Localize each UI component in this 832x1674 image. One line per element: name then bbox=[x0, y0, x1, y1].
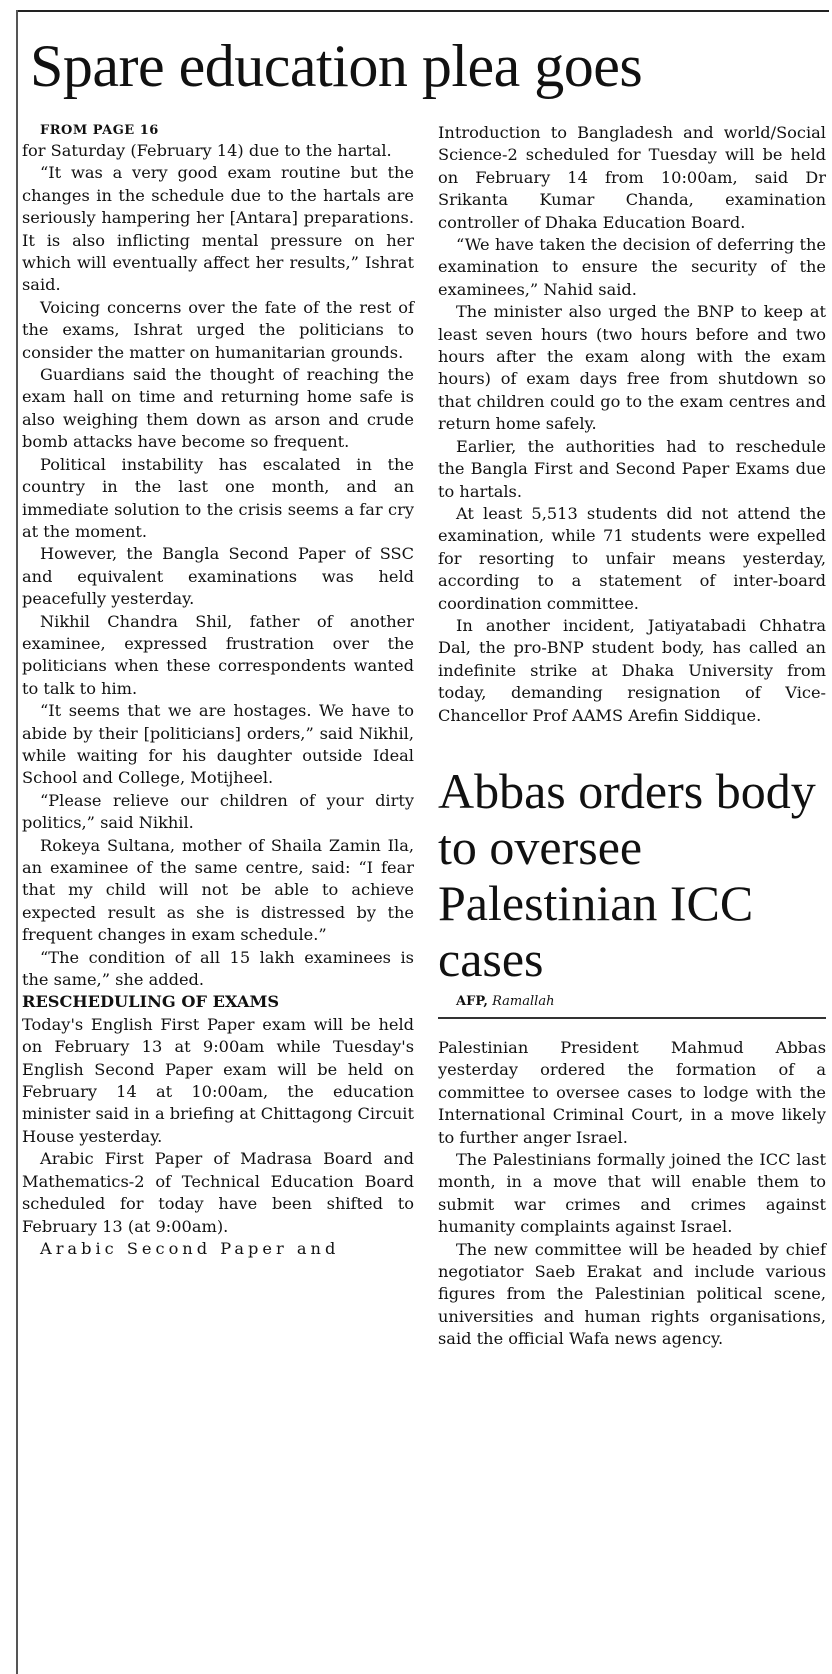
paragraph: Voicing concerns over the fate of the rest of the exams, Ishrat urged the politicians to consider the matter on humanitarian grounds. bbox=[22, 297, 414, 362]
right-column bbox=[438, 122, 826, 1351]
paragraph: “It was a very good exam routine but the changes in the schedule due to the hartals are seriously hampering her [Antara] preparations. It is also inflicting mental pressure on her which will eventually affect her results,” Ishrat said. bbox=[22, 163, 414, 295]
paragraph: However, the Bangla Second Paper of SSC and equivalent examinations was held peacefully yesterday. bbox=[22, 544, 414, 609]
byline-place: Ramallah bbox=[492, 993, 555, 1009]
byline bbox=[438, 993, 826, 1011]
paragraph: “We have taken the decision of deferring the examination to ensure the security of the examinees,” Nahid said. bbox=[438, 235, 826, 299]
paragraph: Arabic Second Paper and bbox=[40, 1238, 340, 1258]
paragraph: Palestinian President Mahmud Abbas yesterday ordered the formation of a committee to oversee cases to lodge with the International Criminal Court, in a move likely to further anger Israel. bbox=[438, 1037, 826, 1147]
left-rule bbox=[16, 10, 18, 1674]
paragraph: The minister also urged the BNP to keep at least seven hours (two hours before and two hours after the exam along with the exam hours) of exam days free from shutdown so that children could go to the exam centres and return home safely. bbox=[438, 302, 826, 434]
paragraph: Guardians said the thought of reaching the exam hall on time and returning home safe is also weighing them down as arson and crude bomb attacks have become so frequent. bbox=[22, 365, 414, 452]
paragraph: The Palestinians formally joined the ICC last month, in a move that will enable them to submit war crimes and crimes against humanity complaints against Israel. bbox=[438, 1150, 826, 1237]
paragraph: “Please relieve our children of your dirty politics,” said Nikhil. bbox=[22, 790, 414, 833]
paragraph: for Saturday (February 14) due to the hartal. bbox=[22, 141, 392, 160]
paragraph: Today's English First Paper exam will be held on February 13 at 9:00am while Tuesday's English Second Paper exam will be held on February 14 at 10:00am, the education minister said in a briefing at Chittagong Circuit House yesterday. bbox=[22, 1014, 414, 1146]
byline-rule bbox=[438, 1017, 826, 1019]
paragraph: Political instability has escalated in the country in the last one month, and an immediate solution to the crisis seems a far cry at the moment. bbox=[22, 454, 414, 541]
paragraph: “The condition of all 15 lakh examinees is the same,” she added. bbox=[22, 947, 414, 990]
left-column bbox=[22, 122, 414, 1260]
paragraph: Earlier, the authorities had to reschedule the Bangla First and Second Paper Exams due to hartals. bbox=[438, 436, 826, 501]
subhead: RESCHEDULING OF EXAMS bbox=[22, 992, 280, 1012]
paragraph: At least 5,513 students did not attend the examination, while 71 students were expelled for resorting to unfair means yesterday, according to a statement of inter-board coordination committee. bbox=[438, 503, 826, 613]
paragraph: Rokeya Sultana, mother of Shaila Zamin Ila, an examinee of the same centre, said: “I fear that my child will not be able to achieve expected result as she is distressed by the frequent changes in exam schedule.” bbox=[22, 835, 414, 945]
paragraph: “It seems that we are hostages. We have to abide by their [politicians] orders,” said Nikhil, while waiting for his daughter outside Ideal School and College, Motijheel. bbox=[22, 701, 414, 788]
paragraph: Arabic First Paper of Madrasa Board and Mathematics-2 of Technical Education Board scheduled for today have been shifted to February 13 (at 9:00am). bbox=[22, 1149, 414, 1236]
headline: Spare education plea goes bbox=[30, 33, 643, 99]
byline-agency: AFP, bbox=[456, 993, 488, 1009]
top-rule bbox=[16, 10, 829, 12]
kicker: FROM PAGE 16 bbox=[40, 123, 159, 138]
story2-headline: Abbas orders body to oversee Palestinian ICC cases bbox=[438, 762, 816, 987]
paragraph: In another incident, Jatiyatabadi Chhatra Dal, the pro-BNP student body, has called an indefinite strike at Dhaka University from today, demanding resignation of Vice-Chancellor Prof AAMS Arefin Siddique. bbox=[438, 615, 826, 725]
paragraph: Introduction to Bangladesh and world/Social Science-2 scheduled for Tuesday will be held on February 14 from 10:00am, said Dr Srikanta Kumar Chanda, examination controller of Dhaka Education Board. bbox=[438, 123, 826, 232]
paragraph: The new committee will be headed by chief negotiator Saeb Erakat and include various figures from the Palestinian political scene, universities and human rights organisations, said the official Wafa news agency. bbox=[438, 1239, 826, 1349]
paragraph: Nikhil Chandra Shil, father of another examinee, expressed frustration over the politicians when these correspondents wanted to talk to him. bbox=[22, 611, 414, 698]
